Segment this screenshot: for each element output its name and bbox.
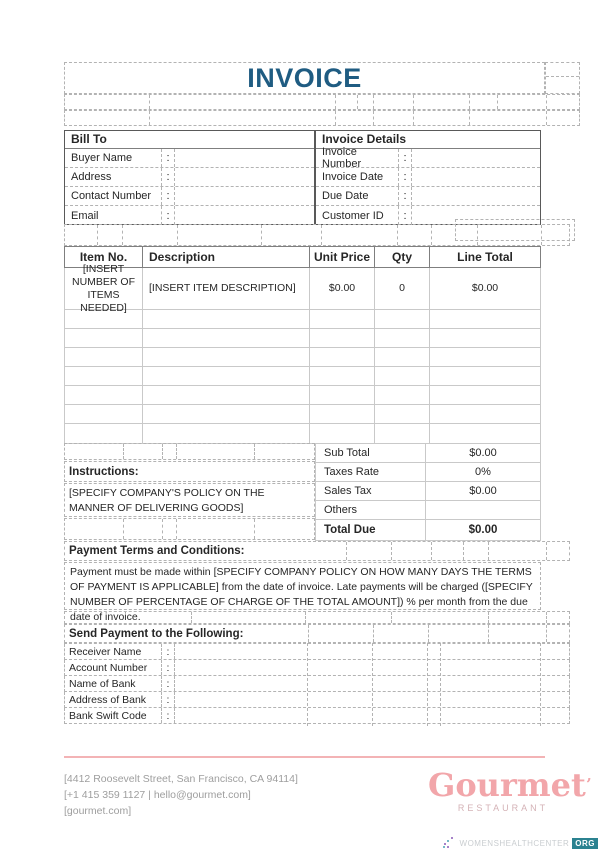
- unit-price-cell[interactable]: [310, 348, 375, 366]
- footer-address: [4412 Roosevelt Street, San Francisco, CA 94114]: [64, 773, 298, 785]
- column-header-item-no: Item No.: [65, 247, 143, 267]
- description-cell[interactable]: [143, 386, 310, 404]
- colon-separator: :: [161, 644, 175, 659]
- colon-separator: :: [398, 149, 412, 167]
- line-total-cell[interactable]: [430, 310, 540, 328]
- due-date-value-cell[interactable]: [412, 187, 540, 205]
- details-row-invoice-number: [316, 146, 540, 170]
- footer-phone-email: [+1 415 359 1127 | hello@gourmet.com]: [64, 789, 251, 801]
- unit-price-cell[interactable]: [310, 367, 375, 385]
- send-payment-header: [64, 624, 570, 643]
- total-due-label: Total Due: [316, 520, 426, 540]
- grid-cell-top-right: [545, 62, 580, 94]
- item-no-cell[interactable]: [65, 310, 143, 328]
- qty-cell[interactable]: 0: [375, 268, 430, 309]
- totals-panel: [315, 443, 541, 541]
- watermark-text: WOMENSHEALTHCENTER: [459, 838, 570, 848]
- bill-to-panel: [64, 130, 315, 225]
- footer-divider: [64, 756, 545, 758]
- field-label: Address of Bank: [69, 693, 147, 706]
- field-label: Receiver Name: [69, 645, 142, 658]
- invoice-number-value-cell[interactable]: [412, 149, 540, 167]
- send-payment-header-label: Send Payment to the Following:: [69, 627, 244, 640]
- qty-cell[interactable]: [375, 367, 430, 385]
- item-no-cell[interactable]: [65, 424, 143, 443]
- grid-spacer-row: [64, 110, 580, 126]
- contact-number-value-cell[interactable]: [175, 187, 314, 205]
- item-no-cell[interactable]: [65, 386, 143, 404]
- dots-decoration-icon: [443, 837, 457, 849]
- email-value-cell[interactable]: [175, 206, 314, 225]
- logo-subtitle: RESTAURANT: [457, 803, 549, 813]
- footer-website: [gourmet.com]: [64, 805, 132, 817]
- line-total-cell[interactable]: [430, 348, 540, 366]
- total-due-value[interactable]: $0.00: [468, 524, 498, 536]
- item-no-cell[interactable]: [65, 348, 143, 366]
- item-no-cell[interactable]: [65, 329, 143, 347]
- field-label: Contact Number: [71, 190, 152, 202]
- item-no-cell[interactable]: [INSERT NUMBER OF ITEMS NEEDED]: [65, 268, 143, 309]
- table-row: [65, 424, 540, 443]
- field-label: Bank Swift Code: [69, 709, 147, 722]
- qty-cell[interactable]: [375, 329, 430, 347]
- table-row: [65, 329, 540, 348]
- bill-to-row-buyer-name: [65, 149, 314, 168]
- column-header-qty: Qty: [375, 247, 430, 267]
- colon-separator: :: [161, 692, 175, 707]
- description-cell[interactable]: [INSERT ITEM DESCRIPTION]: [143, 268, 310, 309]
- field-label: Invoice Date: [322, 171, 384, 183]
- bank-swift-code-row: [64, 708, 570, 724]
- invoice-details-header: Invoice Details: [316, 131, 540, 149]
- unit-price-cell[interactable]: $0.00: [310, 268, 375, 309]
- table-row: [65, 405, 540, 424]
- column-header-unit-price: Unit Price: [310, 247, 375, 267]
- line-total-cell[interactable]: $0.00: [471, 282, 499, 294]
- sales-tax-row: [316, 482, 540, 501]
- taxes-rate-row: [316, 463, 540, 482]
- field-label: Account Number: [69, 661, 148, 674]
- item-no-cell[interactable]: [65, 405, 143, 423]
- column-header-line-total: Line Total: [457, 250, 513, 264]
- site-watermark: [443, 837, 598, 849]
- total-due-row: [316, 520, 540, 540]
- bill-to-row-contact-number: [65, 187, 314, 206]
- colon-separator: :: [161, 676, 175, 691]
- unit-price-cell[interactable]: [310, 310, 375, 328]
- qty-cell[interactable]: [375, 386, 430, 404]
- bill-to-row-email: [65, 206, 314, 225]
- sales-tax-label: Sales Tax: [316, 482, 426, 500]
- table-row: [65, 367, 540, 386]
- table-row: [65, 262, 540, 314]
- instructions-header-label: Instructions:: [69, 465, 139, 478]
- sales-tax-value[interactable]: $0.00: [469, 485, 497, 497]
- field-label: Customer ID: [322, 209, 384, 222]
- description-cell[interactable]: [143, 348, 310, 366]
- invoice-details-panel: [315, 130, 541, 225]
- payment-terms-header-label: Payment Terms and Conditions:: [69, 545, 245, 557]
- grid-spacer-row: [64, 443, 315, 460]
- colon-separator: :: [161, 149, 175, 167]
- table-row: [65, 310, 540, 329]
- bill-to-header: Bill To: [65, 131, 314, 149]
- colon-separator: :: [161, 168, 175, 186]
- description-cell[interactable]: [143, 310, 310, 328]
- field-label: Due Date: [322, 190, 369, 202]
- field-label: Address: [71, 171, 112, 183]
- line-total-cell[interactable]: [430, 405, 540, 423]
- unit-price-cell[interactable]: [310, 424, 375, 443]
- table-row: [65, 348, 540, 367]
- name-of-bank-row: [64, 676, 570, 692]
- payment-terms-body-cell[interactable]: Payment must be made within [SPECIFY COMPANY POLICY ON HOW MANY DAYS THE TERMS OF PAYMENT IS APPLICABLE] from the date of invoice. Late payments will be charged ([SPECIFY NUMBER OF PERCENTAGE OF CHARGE OF THE TOTAL AMOUNT]) % per month from the due date of invoice.: [64, 562, 541, 610]
- colon-separator: :: [161, 660, 175, 675]
- buyer-name-value-cell[interactable]: [175, 149, 314, 167]
- others-row: [316, 501, 540, 520]
- taxes-rate-label: Taxes Rate: [316, 463, 426, 481]
- line-total-cell[interactable]: [430, 386, 540, 404]
- qty-cell[interactable]: [375, 310, 430, 328]
- name-of-bank-value-cell[interactable]: [175, 676, 569, 691]
- invoice-date-value-cell[interactable]: [412, 168, 540, 186]
- description-cell[interactable]: [143, 405, 310, 423]
- colon-separator: :: [398, 206, 412, 225]
- colon-separator: :: [398, 168, 412, 186]
- payment-terms-header: [64, 541, 570, 561]
- grid-spacer-row: [64, 94, 580, 110]
- description-cell[interactable]: [143, 367, 310, 385]
- instructions-header: [64, 461, 315, 482]
- qty-cell[interactable]: [375, 405, 430, 423]
- description-cell[interactable]: [143, 424, 310, 443]
- colon-separator: :: [398, 187, 412, 205]
- column-header-description: Description: [143, 247, 310, 267]
- bank-address-value-cell[interactable]: [175, 692, 569, 707]
- line-total-cell[interactable]: [430, 424, 540, 443]
- page-title: INVOICE: [247, 62, 362, 93]
- instructions-body-cell[interactable]: [SPECIFY COMPANY'S POLICY ON THE MANNER OF DELIVERING GOODS]: [64, 483, 315, 517]
- unit-price-cell[interactable]: [310, 386, 375, 404]
- qty-cell[interactable]: [375, 424, 430, 443]
- grid-spacer-row: [64, 518, 315, 540]
- invoice-title-box: [64, 62, 545, 94]
- address-of-bank-row: [64, 692, 570, 708]
- subtotal-label: Sub Total: [316, 444, 426, 462]
- subtotal-row: [316, 444, 540, 463]
- others-label: Others: [316, 501, 426, 519]
- address-value-cell[interactable]: [175, 168, 314, 186]
- unit-price-cell[interactable]: [310, 405, 375, 423]
- table-row: [65, 386, 540, 405]
- items-table: [64, 246, 541, 444]
- swift-code-value-cell[interactable]: [175, 708, 569, 723]
- unit-price-cell[interactable]: [310, 329, 375, 347]
- description-cell[interactable]: [143, 329, 310, 347]
- receiver-name-row: [64, 644, 570, 660]
- logo-flourish: ʼ: [585, 775, 592, 794]
- receiver-name-value-cell[interactable]: [175, 644, 569, 659]
- line-total-cell[interactable]: [430, 367, 540, 385]
- grid-cell: [455, 219, 575, 241]
- qty-cell[interactable]: [375, 348, 430, 366]
- account-number-value-cell[interactable]: [175, 660, 569, 675]
- field-label: Buyer Name: [71, 152, 133, 164]
- details-row-due-date: [316, 187, 540, 206]
- watermark-org-badge: ORG: [572, 838, 598, 849]
- bill-to-row-address: [65, 168, 314, 187]
- colon-separator: :: [161, 708, 175, 723]
- item-no-cell[interactable]: [65, 367, 143, 385]
- logo-wordmark: Gourmet: [428, 766, 586, 804]
- gourmet-logo: [428, 766, 592, 813]
- field-label: Invoice Number: [322, 146, 362, 170]
- details-row-invoice-date: [316, 168, 540, 187]
- subtotal-value[interactable]: $0.00: [469, 447, 497, 459]
- colon-separator: :: [161, 187, 175, 205]
- colon-separator: :: [161, 206, 175, 225]
- account-number-row: [64, 660, 570, 676]
- field-label: Email: [71, 209, 99, 222]
- field-label: Name of Bank: [69, 677, 136, 690]
- send-payment-rows: [64, 643, 570, 724]
- taxes-rate-value[interactable]: 0%: [475, 466, 491, 478]
- footer-contact-block: [64, 771, 298, 819]
- grid-spacer-row: [64, 611, 570, 624]
- line-total-cell[interactable]: [430, 329, 540, 347]
